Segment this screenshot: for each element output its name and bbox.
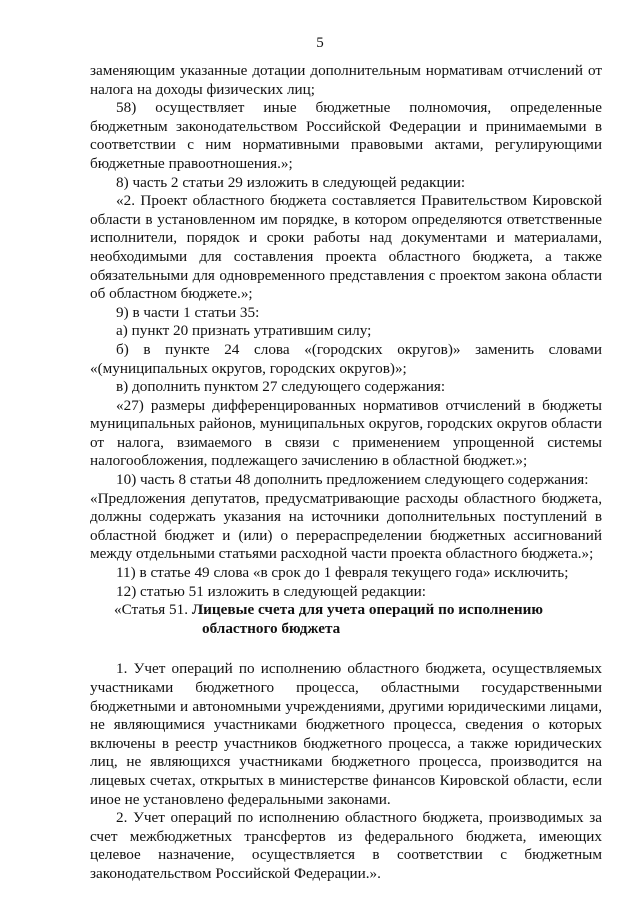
paragraph-item-12: 12) статью 51 изложить в следующей редакции: (116, 582, 426, 600)
paragraph-item-8: 8) часть 2 статьи 29 изложить в следующей редакции: (116, 173, 466, 191)
paragraph-quote-item-27: «27) размеры дифференцированных нормативов отчислений в бюджеты муниципальных районов, муниципальных округов, городских округов области от налога, взимаемого в связи с применением упрощенной системы налогообложения, подлежащего зачислению в областной бюджет.»; (90, 396, 602, 470)
paragraph-subitem-b: б) в пункте 24 слова «(городских округов)» заменить словами «(муниципальных округов, городских округов)»; (90, 340, 602, 377)
paragraph-item-58: 58) осуществляет иные бюджетные полномочия, определенные бюджетным законодательством Российской Федерации и принимаемыми в соответствии с ним нормативными правовыми актами, регулирующими бюджетные правоотношения.»; (90, 99, 602, 172)
paragraph-item-9: 9) в части 1 статьи 35: (116, 303, 260, 321)
page-number: 5 (316, 35, 324, 51)
paragraph-subitem-a: а) пункт 20 признать утратившим силу; (116, 322, 372, 340)
paragraph-subitem-v: в) дополнить пунктом 27 следующего содержания: (116, 378, 446, 396)
article-paragraph-2: 2. Учет операций по исполнению областного бюджета, производимых за счет межбюджетных трансфертов из федерального бюджета, имеющих целевое назначение, осуществляется в соответствии с бюджетным законодательством Российской Федерации.». (90, 809, 602, 882)
article-prefix: «Статья 51. (114, 601, 189, 619)
paragraph-quote-article-48: «Предложения депутатов, предусматривающие расходы областного бюджета, должны содержать указания на источники дополнительных поступлений в областной бюджет и (или) о перераспределении бюджетных ассигнований между отдельными статьями расходной части проекта областного бюджета.»; (90, 489, 602, 563)
spacer (90, 638, 602, 660)
article-title-line2: областного бюджета (202, 619, 341, 637)
article-heading (90, 601, 602, 620)
paragraph-quote-article-29: «2. Проект областного бюджета составляется Правительством Кировской области в установленном им порядке, в котором определяются ответственные исполнители, порядок и сроки работы над документами и материалами, необходимыми для составления проекта областного бюджета, а также обязательными для одновременного представления с проектом закона области об областном бюджете.»; (90, 192, 602, 303)
paragraph-continuation: заменяющим указанные дотации дополнительным нормативам отчислений от налога на доходы физических лиц; (90, 62, 602, 98)
paragraph-item-11: 11) в статье 49 слова «в срок до 1 февраля текущего года» исключить; (116, 564, 569, 582)
paragraph-item-10: 10) часть 8 статьи 48 дополнить предложением следующего содержания: (116, 471, 589, 489)
article-paragraph-1: 1. Учет операций по исполнению областного бюджета, осуществляемых участниками бюджетного процесса, областными государственными бюджетными и автономными учреждениями, другими юридическими лицами, не являющимися участниками бюджетного процесса, сведения о которых включены в реестр участников бюджетного процесса, а также юридических лиц, не являющихся участниками бюджетного процесса, производится на лицевых счетах, открытых в министерстве финансов Кировской области, если иное не установлено федеральными законами. (90, 660, 602, 808)
document-body (90, 62, 602, 884)
article-title-line1: Лицевые счета для учета операций по исполнению (191, 601, 543, 619)
